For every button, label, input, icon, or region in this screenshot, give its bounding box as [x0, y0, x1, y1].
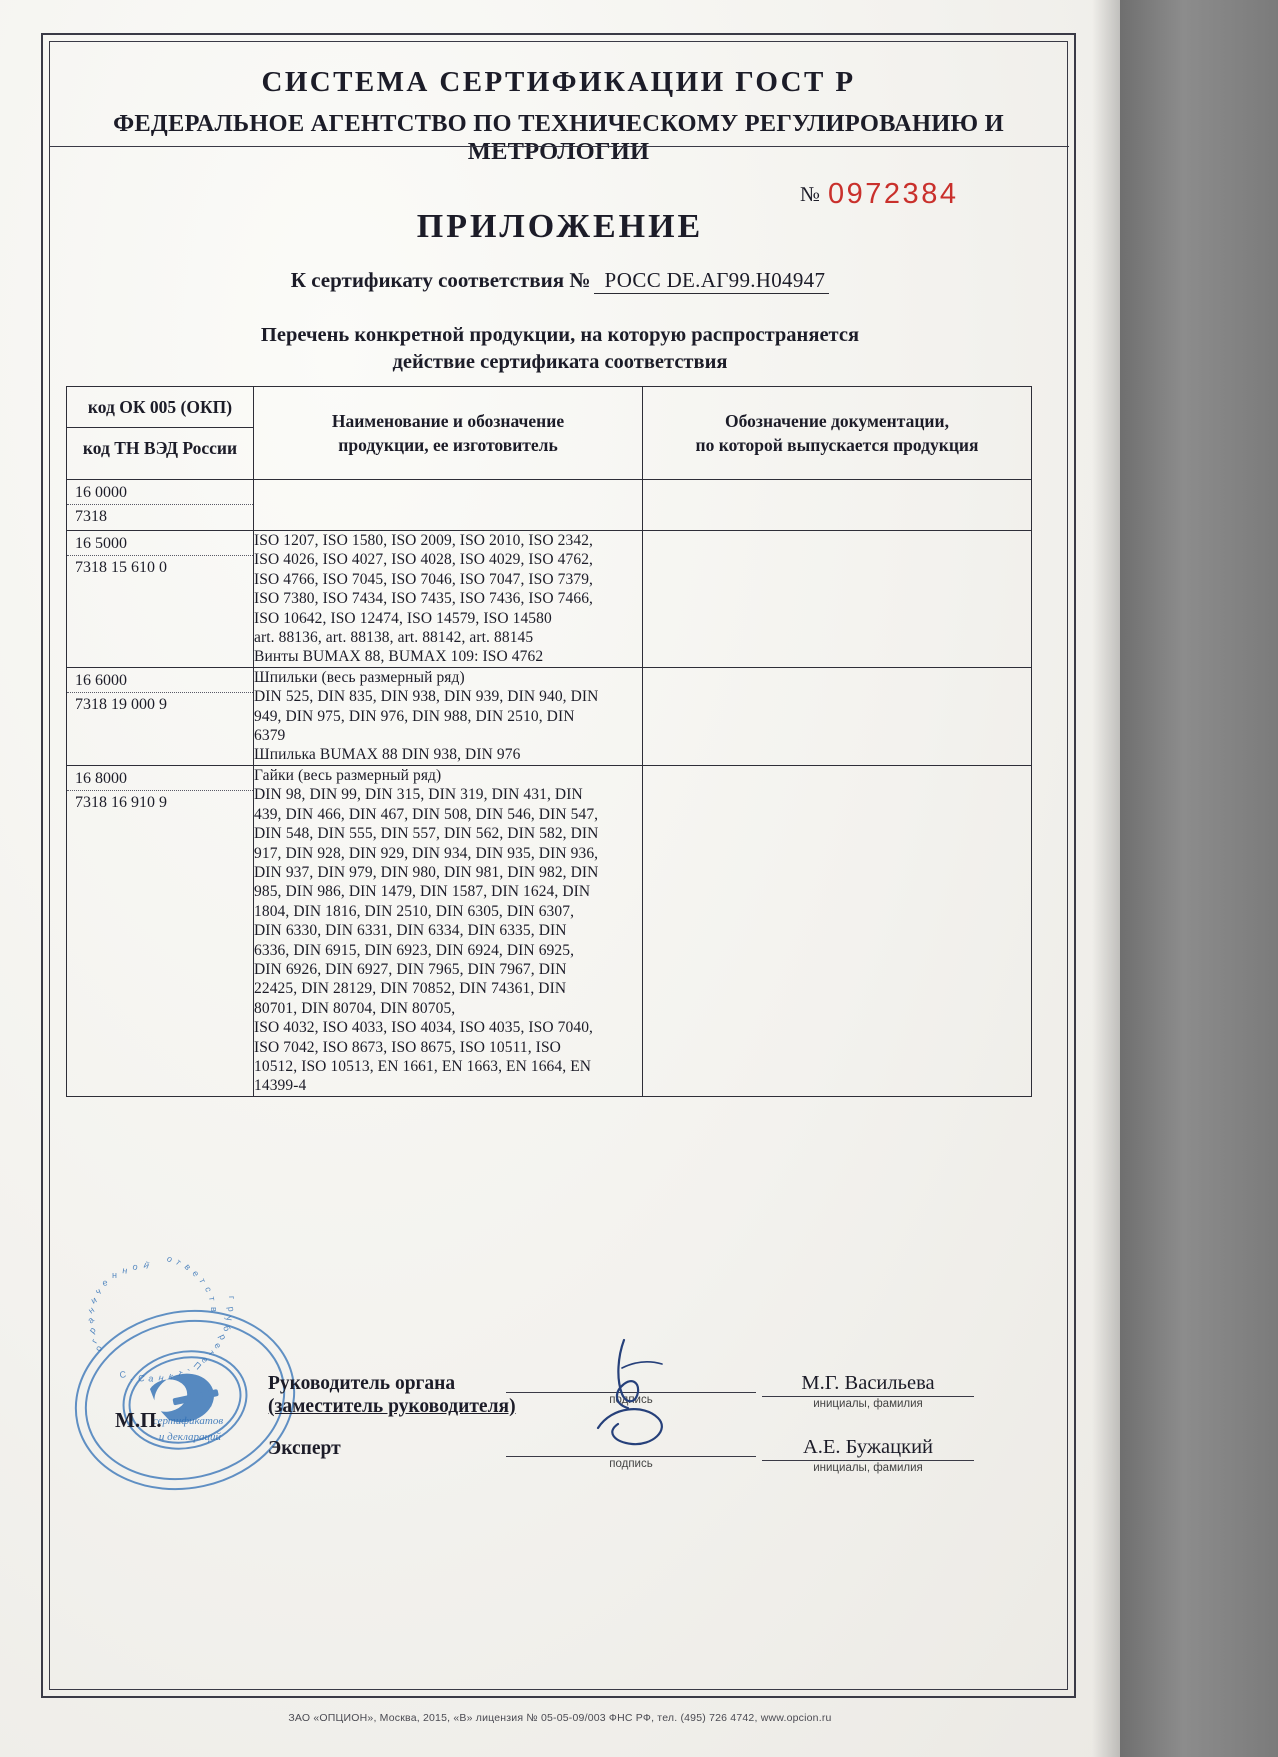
svg-text:и: и: [89, 1294, 99, 1306]
svg-text:С: С: [137, 1373, 146, 1384]
subtitle: [0, 322, 1120, 376]
table-header-row: [67, 387, 1032, 480]
stamp-inner-line-1: сертификатов: [152, 1415, 224, 1427]
header-doc-line-2: по которой выпускается продукция: [695, 435, 979, 455]
printer-imprint: ЗАО «ОПЦИОН», Москва, 2015, «В» лицензия № 05-05-09/003 ФНС РФ, тел. (495) 726 4742, www.opcion.ru: [288, 1712, 832, 1724]
cell-codes: [67, 480, 254, 531]
certificate-label: К сертификату соответствия №: [290, 268, 591, 292]
svg-text:о: о: [131, 1261, 140, 1273]
svg-text:а: а: [147, 1373, 155, 1384]
svg-text:т: т: [197, 1276, 208, 1285]
svg-text:е: е: [101, 1277, 109, 1288]
svg-text:т: т: [176, 1367, 185, 1379]
cell-tnved: 7318 15 610 0: [75, 559, 167, 576]
svg-text:т: т: [207, 1295, 218, 1302]
number-symbol: №: [800, 182, 821, 206]
role-deputy-label: (заместитель руководителя): [268, 1396, 516, 1417]
name-caption-2: инициалы, фамилия: [813, 1462, 923, 1474]
certificate-reference: [0, 268, 1120, 293]
name-caption-1: инициалы, фамилия: [813, 1398, 923, 1410]
handwritten-signature-2: [588, 1398, 708, 1463]
certificate-number: РОСС DE.АГ99.Н04947: [594, 268, 829, 294]
svg-text:р: р: [86, 1325, 98, 1336]
product-table: [66, 386, 1032, 1097]
name-line-2: [762, 1460, 974, 1461]
svg-text:а: а: [85, 1314, 96, 1326]
table-row: [67, 667, 1032, 765]
name-line-1: [762, 1396, 974, 1397]
svg-text:н: н: [86, 1304, 97, 1316]
svg-text:т: т: [173, 1257, 184, 1268]
header-name-line-2: продукции, ее изготовитель: [338, 435, 558, 455]
svg-text:с: с: [203, 1285, 214, 1293]
cell-codes: [67, 531, 254, 668]
svg-text:о: о: [164, 1253, 175, 1265]
header-doc-line-1: Обозначение документации,: [725, 411, 949, 431]
cell-okp: 16 0000: [67, 480, 253, 505]
header-divider: [50, 146, 1069, 147]
cell-codes: [67, 765, 254, 1096]
subtitle-line-1: Перечень конкретной продукции, на которую распространяется: [260, 324, 860, 346]
header-product-name: [254, 387, 643, 480]
cell-documentation: [643, 765, 1032, 1096]
table-row: [67, 765, 1032, 1096]
signer-name-2: А.Е. Бужацкий: [802, 1436, 934, 1458]
svg-text:П: П: [191, 1359, 204, 1372]
svg-text:б: б: [221, 1324, 233, 1333]
table-row: [67, 480, 1032, 531]
svg-text:у: у: [224, 1315, 235, 1322]
subtitle-line-2: действие сертификата соответствия: [392, 351, 728, 373]
svg-text:н: н: [121, 1265, 129, 1276]
cell-tnved: 7318 16 910 9: [75, 793, 167, 811]
table-body: [67, 480, 1032, 1097]
header-product-name-text: [254, 387, 642, 479]
header-okp: код ОК 005 (ОКП): [67, 387, 253, 428]
cell-codes: [67, 667, 254, 765]
svg-text:р: р: [226, 1305, 237, 1313]
signature-caption-1: подпись: [609, 1394, 653, 1406]
cell-tnved: 7318 19 000 9: [75, 695, 167, 713]
mp-label: М.П.: [115, 1408, 162, 1432]
cell-tnved: 7318: [75, 508, 107, 525]
scanner-background: [1120, 0, 1278, 1757]
role-head-label: Руководитель органа: [268, 1373, 456, 1394]
svg-text:е: е: [190, 1268, 202, 1279]
page-title: ПРИЛОЖЕНИЕ: [416, 208, 704, 245]
header-documentation-text: [643, 387, 1031, 479]
role-expert-label: Эксперт: [268, 1438, 341, 1459]
signer-name-1: М.Г. Васильева: [801, 1372, 935, 1394]
signature-caption-2: подпись: [609, 1458, 653, 1470]
cell-okp: 16 5000: [67, 531, 253, 556]
cell-product-name: ISO 1207, ISO 1580, ISO 2009, ISO 2010, ISO 2342, ISO 4026, ISO 4027, ISO 4028, ISO 4029, ISO 4762, ISO 4766, ISO 7045, ISO 7046, ISO 7047, ISO 7379, ISO 7380, ISO 7434, ISO 7435, ISO 7436, ISO 7466, ISO 10642, ISO 12474, ISO 14579, ISO 14580 art. 88136, art. 88138, art. 88142, art. 88145 Винты BUMAX 88, BUMAX 109: ISO 4762: [254, 531, 643, 668]
cell-documentation: [643, 531, 1032, 668]
svg-text:г: г: [227, 1295, 238, 1300]
svg-text:к: к: [167, 1370, 175, 1382]
table-row: [67, 531, 1032, 668]
cell-okp: 16 6000: [67, 668, 253, 693]
svg-text:р: р: [217, 1332, 229, 1342]
cell-product-name: Шпильки (весь размерный ряд) DIN 525, DIN 835, DIN 938, DIN 939, DIN 940, DIN 949, DIN 975, DIN 976, DIN 988, DIN 2510, DIN 6379 Шпилька BUMAX 88 DIN 938, DIN 976: [254, 667, 643, 765]
agency-title: ФЕДЕРАЛЬНОЕ АГЕНТСТВО ПО ТЕХНИЧЕСКОМУ РЕГУЛИРОВАНИЮ И МЕТРОЛОГИИ: [113, 110, 1004, 165]
cell-documentation: [643, 667, 1032, 765]
blank-number-block: [800, 178, 958, 211]
svg-text:г: г: [89, 1336, 100, 1346]
header-documentation: [643, 387, 1032, 480]
cell-okp: 16 8000: [67, 766, 253, 791]
header-name-line-1: Наименование и обозначение: [331, 411, 565, 431]
cell-product-name: [254, 480, 643, 531]
svg-text:е: е: [199, 1354, 211, 1365]
stamp-inner-line-2: и деклараций: [158, 1431, 222, 1443]
svg-text:й: й: [142, 1259, 151, 1271]
svg-text:в: в: [182, 1261, 194, 1272]
svg-text:т: т: [206, 1348, 217, 1358]
cell-documentation: [643, 480, 1032, 531]
cell-product-name: Гайки (весь размерный ряд) DIN 98, DIN 99, DIN 315, DIN 319, DIN 431, DIN 439, DIN 466, DIN 467, DIN 508, DIN 546, DIN 547, DIN 548, DIN 555, DIN 557, DIN 562, DIN 582, DIN 917, DIN 928, DIN 929, DIN 934, DIN 935, DIN 936, DIN 937, DIN 979, DIN 980, DIN 981, DIN 982, DIN 985, DIN 986, DIN 1479, DIN 1587, DIN 1624, DIN 1804, DIN 1816, DIN 2510, DIN 6305, DIN 6307, DIN 6330, DIN 6331, DIN 6334, DIN 6335, DIN 6336, DIN 6915, DIN 6923, DIN 6924, DIN 6925, DIN 6926, DIN 6927, DIN 7965, DIN 7967, DIN 22425, DIN 28129, DIN 70852, DIN 74361, DIN 80701, DIN 80704, DIN 80705, ISO 4032, ISO 4033, ISO 4034, ISO 4035, ISO 7040, ISO 7042, ISO 8673, ISO 8675, ISO 10511, ISO 10512, ISO 10513, EN 1661, EN 1663, EN 1664, EN 14399-4: [254, 765, 643, 1096]
svg-text:С: С: [118, 1369, 127, 1380]
header-tnved: код ТН ВЭД России: [82, 438, 238, 458]
blank-number: 0972384: [828, 178, 959, 210]
svg-text:о: о: [92, 1343, 105, 1353]
svg-text:-: -: [184, 1364, 193, 1375]
system-title: СИСТЕМА СЕРТИФИКАЦИИ ГОСТ Р: [261, 66, 856, 98]
svg-text:ч: ч: [94, 1285, 103, 1297]
table-head: [67, 387, 1032, 480]
svg-text:е: е: [212, 1340, 224, 1351]
svg-text:н: н: [112, 1270, 117, 1280]
header-code-cell: [67, 387, 254, 480]
document-header: [58, 52, 1059, 166]
svg-text:в: в: [209, 1307, 219, 1312]
svg-text:н: н: [157, 1372, 165, 1384]
svg-text:.: .: [129, 1371, 133, 1382]
